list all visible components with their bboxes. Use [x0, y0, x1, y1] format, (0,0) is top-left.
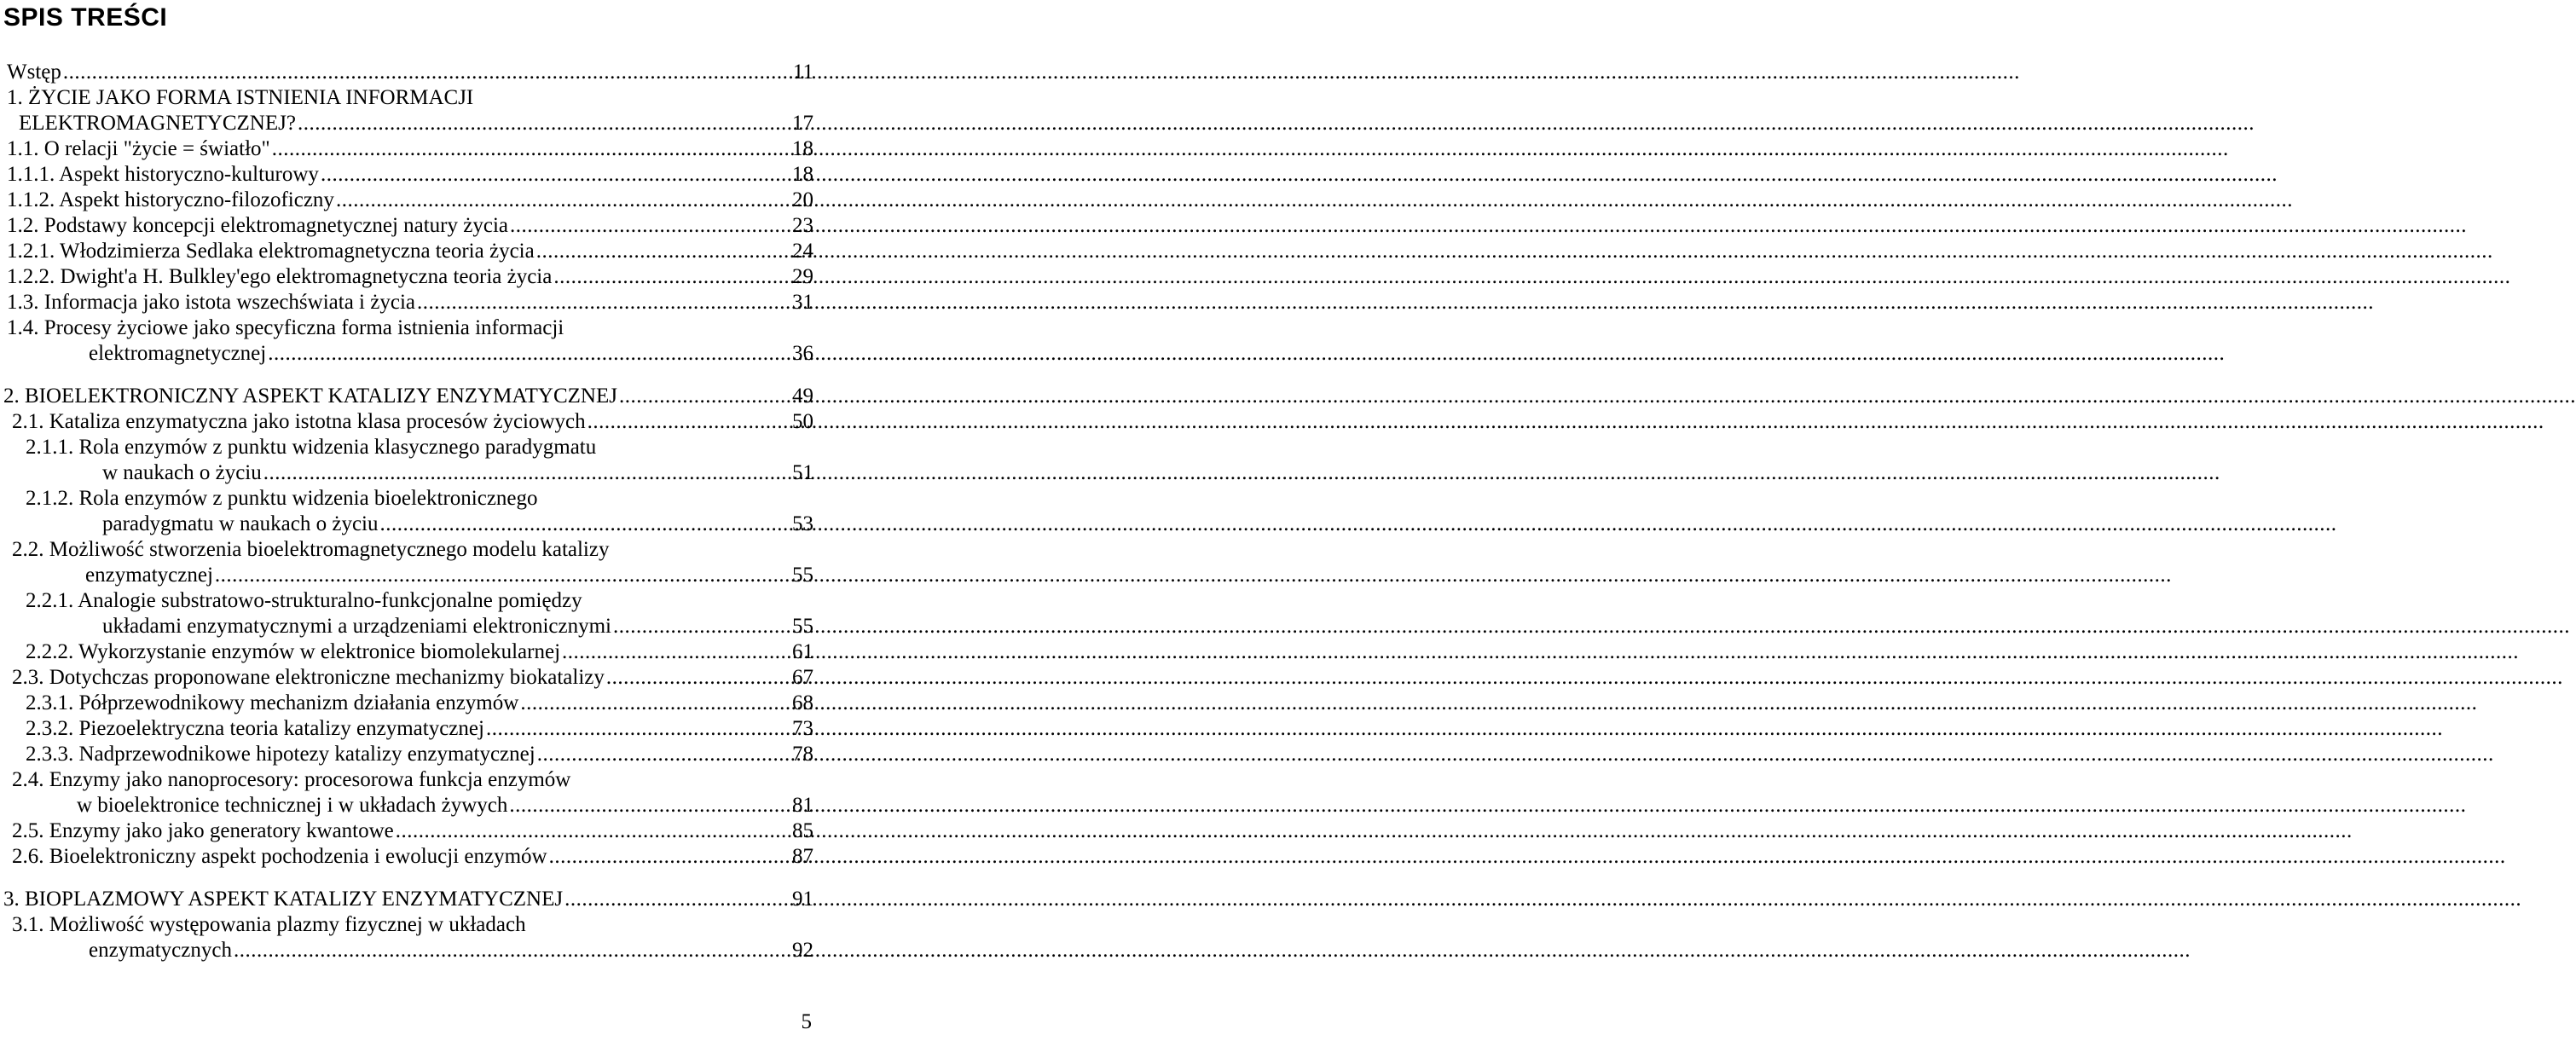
toc-entry-page-number: 51 [792, 461, 813, 484]
toc-entry [0, 767, 819, 818]
dot-leader [520, 691, 774, 716]
toc-entry [0, 213, 819, 239]
toc-entry-title: 3. BIOPLAZMOWY ASPEKT KATALIZY ENZYMATYCZNEJ [3, 888, 564, 911]
toc-entry-continuation [0, 793, 819, 818]
toc-entry-title: 2.2. Możliwość stworzenia bioelektromagnetycznego modelu katalizy [12, 538, 610, 561]
toc-entry [0, 691, 819, 716]
toc-entry-title: 2. BIOELEKTRONICZNY ASPEKT KATALIZY ENZYMATYCZNEJ [3, 385, 617, 408]
toc-entry-title: 1. ŻYCIE JAKO FORMA ISTNIENIA INFORMACJI [7, 86, 474, 109]
toc-entry [0, 537, 819, 588]
toc-entry [0, 315, 819, 367]
dot-leader [562, 639, 774, 665]
toc-entry-page-number: 18 [792, 137, 813, 160]
toc-entry-page-number: 29 [792, 265, 813, 288]
toc-entry-page-number: 87 [792, 845, 813, 868]
toc-entry [0, 60, 819, 85]
dot-leader [606, 665, 774, 691]
toc-entry-title: Wstęp [7, 61, 61, 84]
toc-entry-page-number: 18 [792, 163, 813, 186]
toc-entry [0, 486, 819, 537]
toc-entry [0, 264, 819, 290]
toc-entry-page-number: 36 [792, 342, 813, 365]
dot-leader [215, 563, 774, 588]
dot-leader [268, 341, 774, 367]
toc-entry-page-number: 50 [792, 410, 813, 433]
toc-entry-page-number: 20 [792, 188, 813, 211]
toc-entry-page-number: 78 [792, 743, 813, 766]
toc-entry-title: w naukach o życiu [102, 461, 262, 484]
toc-entry-page-number: 92 [792, 939, 813, 962]
toc-entry-title: 1.4. Procesy życiowe jako specyficzna forma istnienia informacji [7, 316, 564, 339]
dot-leader [396, 818, 774, 844]
toc-entry-title: enzymatycznych [89, 939, 232, 962]
toc-entry-title: 2.1. Kataliza enzymatyczna jako istotna klasa procesów życiowych [12, 410, 586, 433]
page-title: SPIS TREŚCI [3, 3, 168, 32]
toc-entry [0, 188, 819, 213]
toc-entry-title: 2.1.2. Rola enzymów z punktu widzenia bioelektronicznego [26, 487, 538, 510]
toc-entry-title: 1.3. Informacja jako istota wszechświata i życia [7, 291, 415, 314]
toc-entry-title: 1.2. Podstawy koncepcji elektromagnetycznej natury życia [7, 214, 508, 237]
toc-entry-page-number: 17 [792, 112, 813, 135]
toc-entry [0, 85, 819, 136]
dot-leader [298, 111, 774, 136]
dot-leader [263, 460, 774, 486]
toc-entry-continuation [0, 512, 819, 537]
dot-leader [63, 60, 774, 85]
toc-entry-continuation [0, 614, 819, 639]
toc-entry-title: 2.5. Enzymy jako jako generatory kwantowe [12, 819, 394, 842]
dot-leader [588, 409, 774, 435]
toc-entry-title: 2.4. Enzymy jako nanoprocesory: procesorowa funkcja enzymów [12, 768, 571, 791]
toc-entry-title: paradygmatu w naukach o życiu [102, 512, 379, 535]
toc-entry-page-number: 31 [792, 291, 813, 314]
toc-entry-continuation [0, 460, 819, 486]
toc-entry-title: 2.2.2. Wykorzystanie enzymów w elektronice biomolekularnej [26, 640, 561, 663]
toc-entry [0, 588, 819, 639]
toc-entry [0, 384, 819, 409]
dot-leader [486, 716, 774, 742]
dot-leader [619, 384, 774, 409]
dot-leader [564, 887, 774, 912]
toc-entry [0, 239, 819, 264]
toc-entry-title: 3.1. Możliwość występowania plazmy fizycznej w układach [12, 913, 526, 936]
toc-entry-continuation [0, 563, 819, 588]
dot-leader [553, 264, 774, 290]
toc-entry-title: w bioelektronice technicznej i w układach żywych [77, 794, 508, 817]
toc-entry-page-number: 73 [792, 717, 813, 740]
toc-entry-page-number: 24 [792, 240, 813, 263]
toc-entry [0, 912, 819, 963]
toc-entry [0, 818, 819, 844]
dot-leader [321, 162, 774, 188]
toc-entry-page-number: 91 [792, 888, 813, 911]
toc-entry-title: elektromagnetycznej [89, 342, 267, 365]
toc-entry-title: 1.2.2. Dwight'a H. Bulkley'ego elektromagnetyczna teoria życia [7, 265, 553, 288]
toc-entry-title: 2.2.1. Analogie substratowo-strukturalno-funkcjonalne pomiędzy [26, 589, 582, 612]
toc-entry-page-number: 67 [792, 666, 813, 689]
toc-entry-page-number: 49 [792, 385, 813, 408]
toc-entry-title: 2.3. Dotychczas proponowane elektroniczne mechanizmy biokatalizy [12, 666, 605, 689]
toc-entry [0, 639, 819, 665]
toc-entry-title: układami enzymatycznymi a urządzeniami elektronicznymi [102, 615, 611, 638]
toc-entry-page-number: 68 [792, 691, 813, 714]
dot-leader [336, 188, 774, 213]
toc-entry [0, 136, 819, 162]
toc-entry [0, 290, 819, 315]
toc-entry-continuation [0, 111, 819, 136]
toc-entry-page-number: 85 [792, 819, 813, 842]
dot-leader [417, 290, 774, 315]
page-folio: 5 [801, 1010, 812, 1033]
toc-entry-title: 2.3.1. Półprzewodnikowy mechanizm działania enzymów [26, 691, 519, 714]
dot-leader [613, 614, 774, 639]
dot-leader [549, 844, 774, 870]
toc-entry-title: 2.1.1. Rola enzymów z punktu widzenia klasycznego paradygmatu [26, 436, 597, 459]
toc-entry-page-number: 81 [792, 794, 813, 817]
toc-entry-title: ELEKTROMAGNETYCZNEJ? [19, 112, 296, 135]
dot-leader [272, 136, 774, 162]
toc-entry [0, 162, 819, 188]
toc-entry-continuation [0, 341, 819, 367]
toc-entry-page-number: 11 [792, 61, 813, 84]
toc-entry [0, 435, 819, 486]
toc-entry-page-number: 23 [792, 214, 813, 237]
toc-entry-title: 2.3.2. Piezoelektryczna teoria katalizy enzymatycznej [26, 717, 484, 740]
toc-entry [0, 844, 819, 870]
toc-entry-continuation [0, 938, 819, 963]
toc-entry [0, 716, 819, 742]
dot-leader [380, 512, 775, 537]
table-of-contents [0, 60, 819, 963]
toc-entry-title: enzymatycznej [85, 564, 213, 587]
dot-leader [509, 793, 774, 818]
toc-entry-title: 1.1.2. Aspekt historyczno-filozoficzny [7, 188, 334, 211]
toc-entry-title: 2.3.3. Nadprzewodnikowe hipotezy katalizy enzymatycznej [26, 743, 535, 766]
toc-entry-page-number: 55 [792, 615, 813, 638]
toc-entry-title: 1.1. O relacji "życie = światło" [7, 137, 270, 160]
dot-leader [234, 938, 774, 963]
toc-entry-page-number: 55 [792, 564, 813, 587]
toc-entry-title: 2.6. Bioelektroniczny aspekt pochodzenia i ewolucji enzymów [12, 845, 547, 868]
toc-entry-page-number: 61 [792, 640, 813, 663]
toc-entry [0, 742, 819, 767]
toc-entry-page-number: 53 [792, 512, 813, 535]
toc-entry [0, 887, 819, 912]
toc-entry-title: 1.2.1. Włodzimierza Sedlaka elektromagnetyczna teoria życia [7, 240, 535, 263]
toc-entry [0, 409, 819, 435]
dot-leader [537, 742, 774, 767]
dot-leader [536, 239, 774, 264]
toc-entry-title: 1.1.1. Aspekt historyczno-kulturowy [7, 163, 319, 186]
dot-leader [510, 213, 774, 239]
toc-entry [0, 665, 819, 691]
